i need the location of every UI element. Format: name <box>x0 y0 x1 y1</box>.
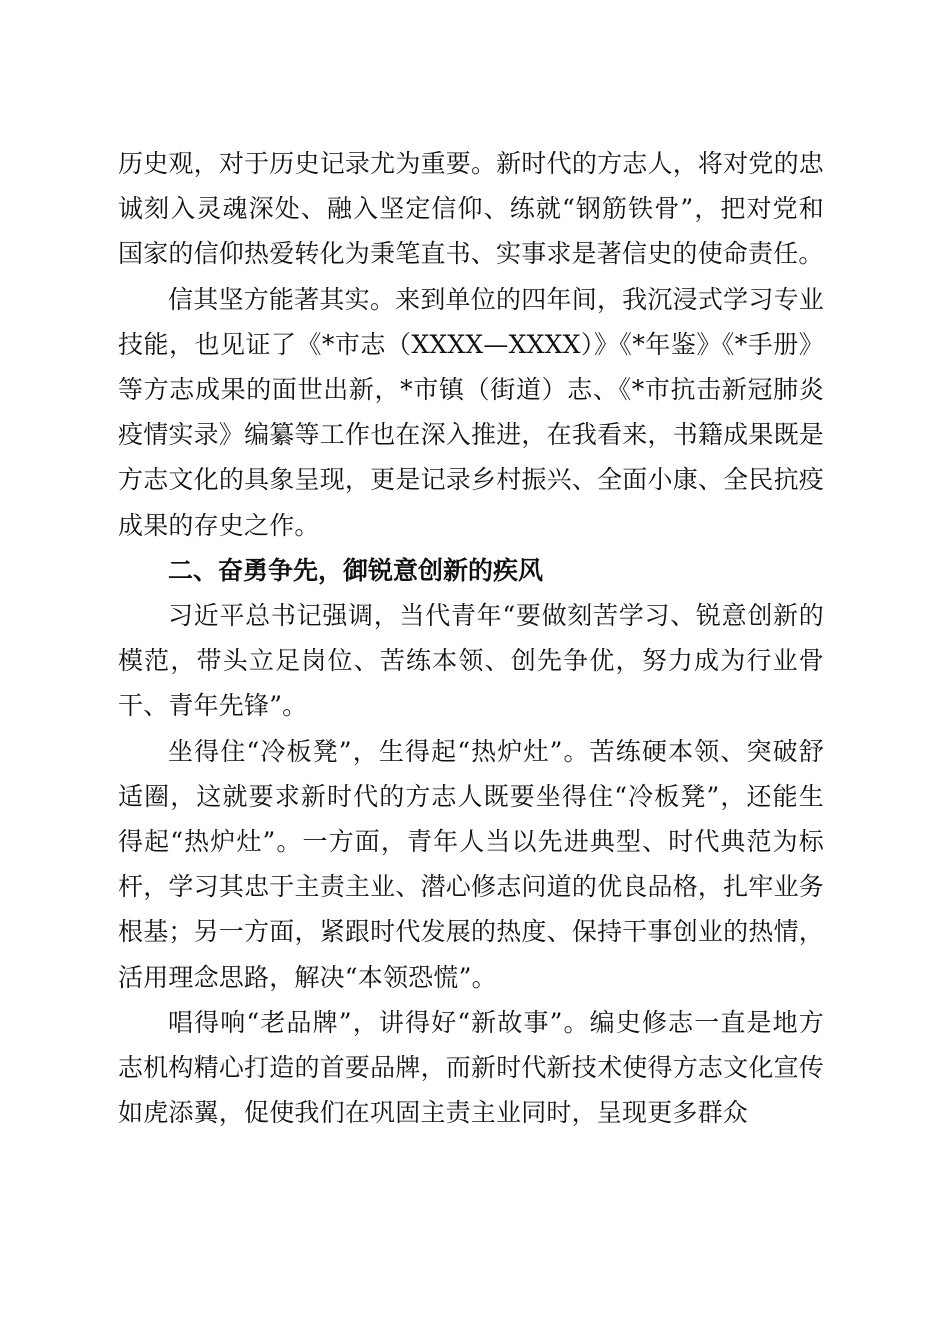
document-body <box>118 141 824 1135</box>
paragraph: 习近平总书记强调，当代青年“要做刻苦学习、锐意创新的模范，带头立足岗位、苦练本领、创先争优，努力成为行业骨干、青年先锋”。 <box>118 601 824 721</box>
section-heading: 二、奋勇争先，御锐意创新的疾风 <box>168 555 544 585</box>
paragraph-continuation: 历史观，对于历史记录尤为重要。新时代的方志人，将对党的忠诚刻入灵魂深处、融入坚定信仰、练就“钢筋铁骨”，把对党和国家的信仰热爱转化为秉笔直书、实事求是著信史的使命责任。 <box>118 149 824 269</box>
paragraph: 唱得响“老品牌”，讲得好“新故事”。编史修志一直是地方志机构精心打造的首要品牌，而新时代新技术使得方志文化宣传如虎添翼，促使我们在巩固主责主业同时，呈现更多群众 <box>118 1007 824 1128</box>
paragraph: 信其坚方能著其实。来到单位的四年间，我沉浸式学习专业技能，也见证了《*市志（XXXX—XXXX）》《*年鉴》《*手册》等方志成果的面世出新，*市镇（街道）志、《*市抗击新冠肺炎疫情实录》编纂等工作也在深入推进，在我看来，书籍成果既是方志文化的具象呈现，更是记录乡村振兴、全面小康、全民抗疫成果的存史之作。 <box>118 284 824 540</box>
paragraph: 坐得住“冷板凳”，生得起“热炉灶”。苦练硬本领、突破舒适圈，这就要求新时代的方志人既要坐得住“冷板凳”，还能生得起“热炉灶”。一方面，青年人当以先进典型、时代典范为标杆，学习其忠于主责主业、潜心修志问道的优良品格，扎牢业务根基；另一方面，紧跟时代发展的热度、保持干事创业的热情，活用理念思路，解决“本领恐慌”。 <box>118 736 824 992</box>
